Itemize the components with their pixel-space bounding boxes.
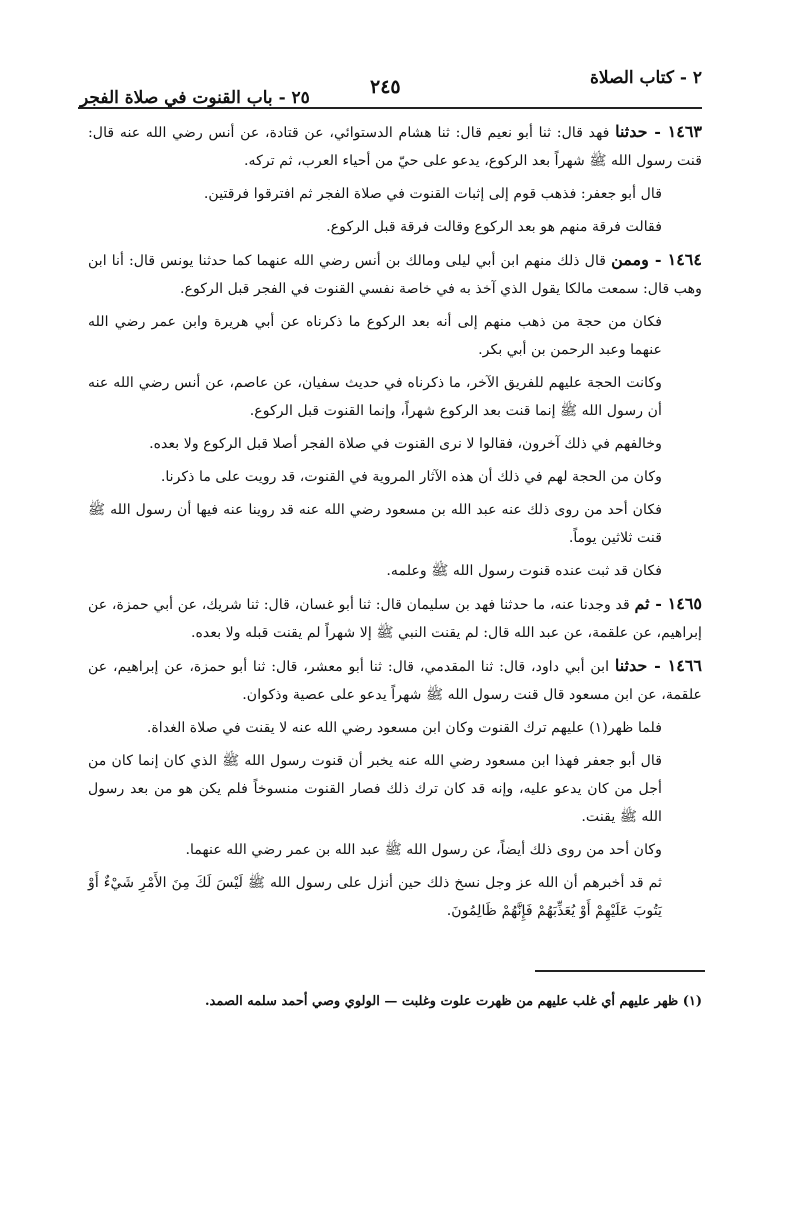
paragraph: وكانت الحجة عليهم للفريق الآخر، ما ذكرناه في حديث سفيان، عن عاصم، عن أنس رضي الله عنه أن رسول الله ﷺ إنما قنت بعد الركوع شهراً، وإنما القنوت قبل الركوع. [88, 375, 662, 419]
paragraph: فكان قد ثبت عنده قنوت رسول الله ﷺ وعلمه. [386, 563, 662, 579]
paragraph: فكان أحد من روى ذلك عنه عبد الله بن مسعود رضي الله عنه قد روينا عنه فيها أن رسول الله ﷺ قنت ثلاثين يوماً. [88, 502, 662, 546]
paragraph: فكان من حجة من ذهب منهم إلى أنه بعد الركوع ما ذكرناه عن أبي هريرة وابن عمر رضي الله عنهما وعبد الرحمن بن أبي بكر. [88, 314, 662, 358]
paragraph: قال أبو جعفر: فذهب قوم إلى إثبات القنوت في صلاة الفجر ثم افترقوا فرقتين. [203, 186, 662, 202]
paragraph: فلما ظهر(١) عليهم ترك القنوت وكان ابن مسعود رضي الله عنه لا يقنت في صلاة الغداة. [146, 720, 662, 736]
page-number: ٢٤٥ [370, 76, 401, 98]
footnote-divider [535, 970, 705, 972]
chapter-title: ٢٥ - باب القنوت في صلاة الفجر [80, 88, 310, 108]
paragraph: وكان من الحجة لهم في ذلك أن هذه الآثار المروية في القنوت، قد رويت على ما ذكرنا. [160, 469, 662, 485]
hadith-1463: ١٤٦٣ - حدثنا فهد قال: ثنا أبو نعيم قال: ثنا هشام الدستوائي، عن قتادة، عن أنس رضي الله عنه قال: قنت رسول الله ﷺ شهراً بعد الركوع، يدعو على حيّ من أحياء العرب، ثم تركه. [88, 122, 702, 169]
hadith-1465: ١٤٦٥ - ثم قد وجدنا عنه، ما حدثنا فهد بن سليمان قال: ثنا أبو غسان، قال: ثنا شريك، عن أبي حمزة، عن إبراهيم، عن علقمة، عن عبد الله قال: لم يقنت النبي ﷺ إلا شهراً لم يقنت قبله ولا بعده. [88, 594, 702, 641]
footnote: (١) ظهر عليهم أي غلب عليهم من ظهرت علوت وغلبت — الولوي وصي أحمد سلمه الصمد. [205, 994, 702, 1009]
book-title: ٢ - كتاب الصلاة [589, 68, 702, 88]
page-header [80, 58, 702, 108]
paragraph: قال أبو جعفر فهذا ابن مسعود رضي الله عنه يخبر أن قنوت رسول الله ﷺ الذي كان إنما كان من أجل من كان يدعو عليه، وإنه قد كان ترك ذلك فصار القنوت منسوخاً فلم يكن هو من بعد رسول الله ﷺ يقنت. [88, 753, 662, 825]
paragraph: فقالت فرقة منهم هو بعد الركوع وقالت فرقة قبل الركوع. [326, 219, 662, 235]
main-text [88, 118, 702, 930]
paragraph: وخالفهم في ذلك آخرون، فقالوا لا نرى القنوت في صلاة الفجر أصلا قبل الركوع ولا بعده. [149, 436, 662, 452]
header-divider [78, 107, 702, 109]
paragraph: وكان أحد من روى ذلك أيضاً، عن رسول الله ﷺ عبد الله بن عمر رضي الله عنهما. [185, 842, 662, 858]
hadith-1464: ١٤٦٤ - وممن قال ذلك منهم ابن أبي ليلى ومالك بن أنس رضي الله عنهما كما حدثنا يونس قال: أنا ابن وهب قال: سمعت مالكا يقول الذي آخذ به في خاصة نفسي القنوت في الفجر قبل الركوع. [88, 250, 702, 297]
paragraph: ثم قد أخبرهم أن الله عز وجل نسخ ذلك حين أنزل على رسول الله ﷺ لَيْسَ لَكَ مِنَ الأَمْرِ شَيْءٌ أَوْ يَتُوبَ عَلَيْهِمْ أَوْ يُعَذِّبَهُمْ فَإِنَّهُمْ ظَالِمُونَ. [88, 875, 662, 919]
hadith-1466: ١٤٦٦ - حدثنا ابن أبي داود، قال: ثنا المقدمي، قال: ثنا أبو معشر، قال: ثنا أبو حمزة، عن إبراهيم، عن علقمة، عن ابن مسعود قال قنت رسول الله ﷺ شهراً يدعو على عصية وذكوان. [88, 656, 702, 703]
